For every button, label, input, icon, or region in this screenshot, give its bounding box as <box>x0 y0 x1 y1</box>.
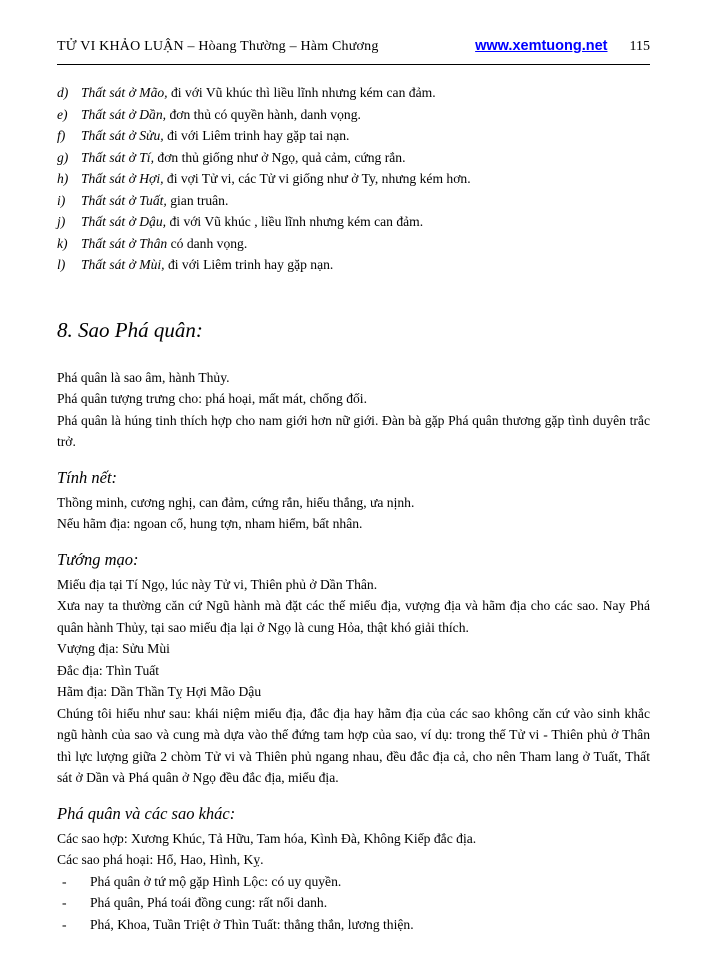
list-item <box>57 147 650 169</box>
paragraph-ham-dia: Hãm địa: Dần Thần Tỵ Hợi Mão Dậu <box>57 684 262 699</box>
bullet-item <box>57 892 650 914</box>
intro-section <box>57 367 650 453</box>
list-marker: l) <box>57 257 66 272</box>
list-marker: d) <box>57 85 69 100</box>
list-item <box>57 190 650 212</box>
bullet-text: Phá quân, Phá toái đồng cung: rất nổi danh. <box>90 895 328 910</box>
list-item <box>57 104 650 126</box>
list-marker: f) <box>57 128 66 143</box>
bullet-text: Phá quân ở tứ mộ gặp Hình Lộc: có uy quyền. <box>90 873 342 889</box>
list-item-text: Thất sát ở Sửu, đi với Liêm trinh hay gặp tai nạn. <box>81 128 350 143</box>
bullet-dash: - <box>62 895 67 910</box>
page-header <box>57 38 650 65</box>
list-marker: j) <box>57 214 66 229</box>
paragraph-intro-2: Phá quân tượng trưng cho: phá hoại, mất mát, chống đối. <box>57 391 367 406</box>
list-marker: e) <box>57 106 68 122</box>
page-number: 115 <box>629 39 650 54</box>
list-item-text: Thất sát ở Tí, đơn thủ giống như ở Ngọ, quả cảm, cứng rắn. <box>81 149 406 165</box>
list-item-text: Thất sát ở Dậu, đi với Vũ khúc , liều lĩnh nhưng kém can đảm. <box>81 214 424 229</box>
paragraph-sao-pha-hoai: Các sao phá hoại: Hổ, Hao, Hình, Kỵ. <box>57 852 264 867</box>
section-heading-sao-pha-quan: 8. Sao Phá quân: <box>57 317 203 342</box>
bullet-item <box>57 871 650 893</box>
paragraph-tuong-mao-1: Miếu địa tại Tí Ngọ, lúc này Tử vi, Thiên phủ ở Dần Thân. <box>57 576 378 592</box>
header-title: TỬ VI KHẢO LUẬN – Hòang Thường – Hàm Chương <box>57 39 379 54</box>
list-item-text: Thất sát ở Mão, đi với Vũ khúc thì liều lĩnh nhưng kém can đảm. <box>81 85 436 100</box>
list-item-text: Thất sát ở Hợi, đi vợi Tử vi, các Tử vi giống như ở Ty, nhưng kém hơn. <box>81 171 471 186</box>
list-item <box>57 254 650 276</box>
header-link[interactable]: www.xemtuong.net <box>475 38 608 54</box>
bullet-item <box>57 914 650 936</box>
bullet-text: Phá, Khoa, Tuần Triệt ở Thìn Tuất: thẳng thắn, lương thiện. <box>90 916 414 932</box>
list-marker: g) <box>57 149 69 165</box>
list-marker: k) <box>57 235 68 251</box>
list-item <box>57 211 650 233</box>
list-item-text: Thất sát ở Dần, đơn thủ có quyền hành, danh vọng. <box>81 106 361 122</box>
list-marker: h) <box>57 171 69 186</box>
paragraph-sao-hop: Các sao hợp: Xương Khúc, Tả Hữu, Tam hóa, Kình Đà, Không Kiếp đắc địa. <box>57 830 477 846</box>
paragraph-tinh-net-2: Nếu hãm địa: ngoan cố, hung tợn, nham hiểm, bất nhân. <box>57 516 363 531</box>
tinh-net-section <box>57 492 650 535</box>
paragraph-intro-1: Phá quân là sao âm, hành Thủy. <box>57 369 230 385</box>
list-item <box>57 125 650 147</box>
paragraph-tuong-mao-2: Xưa nay ta thường căn cứ Ngũ hành mà đặt các thế miếu địa, vượng địa và hãm địa cho các sao. Nay Phá quân hành Thủy, tại sao miếu địa lại ở Ngọ là cung Hỏa, thật khó giải thích. <box>57 598 650 635</box>
paragraph-tinh-net-1: Thồng minh, cương nghị, can đảm, cứng rắn, hiếu thắng, ưa nịnh. <box>57 494 415 510</box>
list-item-text: Thất sát ở Tuất, gian truân. <box>81 192 229 208</box>
tuong-mao-section <box>57 574 650 789</box>
list-marker: i) <box>57 192 66 208</box>
section-heading-tuong-mao: Tướng mạo: <box>57 549 139 569</box>
list-item <box>57 233 650 255</box>
bullet-dash: - <box>62 916 67 932</box>
sao-khac-section <box>57 828 650 936</box>
list-item-text: Thất sát ở Mùi, đi với Liêm trinh hay gặp nạn. <box>81 257 334 272</box>
paragraph-tuong-mao-3: Chúng tôi hiểu như sau: khái niệm miếu địa, đắc địa hay hãm địa của các sao không căn cứ vào sinh khắc ngũ hành của sao và cung mà dựa vào thế đứng tam hợp của sao, ví dụ: trong thế Tử vi - Thiên phủ ở Thân thì lực lượng giữa 2 chòm Tử vi và Thiên phủ ngang nhau, đều đắc địa cả, cho nên Tham lang ở Tuất, Thất sát ở Dần và Phá quân ở Ngọ đều đắc địa, miếu địa. <box>57 705 650 785</box>
that-sat-list <box>57 82 650 276</box>
bullet-dash: - <box>62 873 67 889</box>
paragraph-vuong-dia: Vượng địa: Sửu Mùi <box>57 641 170 656</box>
list-item <box>57 82 650 104</box>
list-item <box>57 168 650 190</box>
paragraph-dac-dia: Đắc địa: Thìn Tuất <box>57 662 160 678</box>
section-heading-tinh-net: Tính nết: <box>57 467 118 487</box>
list-item-text: Thất sát ở Thân có danh vọng. <box>81 235 248 251</box>
section-heading-sao-khac: Phá quân và các sao khác: <box>57 803 236 823</box>
paragraph-intro-3: Phá quân là húng tinh thích hợp cho nam giới hơn nữ giới. Đàn bà gặp Phá quân thương gặp tình duyên trắc trở. <box>57 412 650 449</box>
